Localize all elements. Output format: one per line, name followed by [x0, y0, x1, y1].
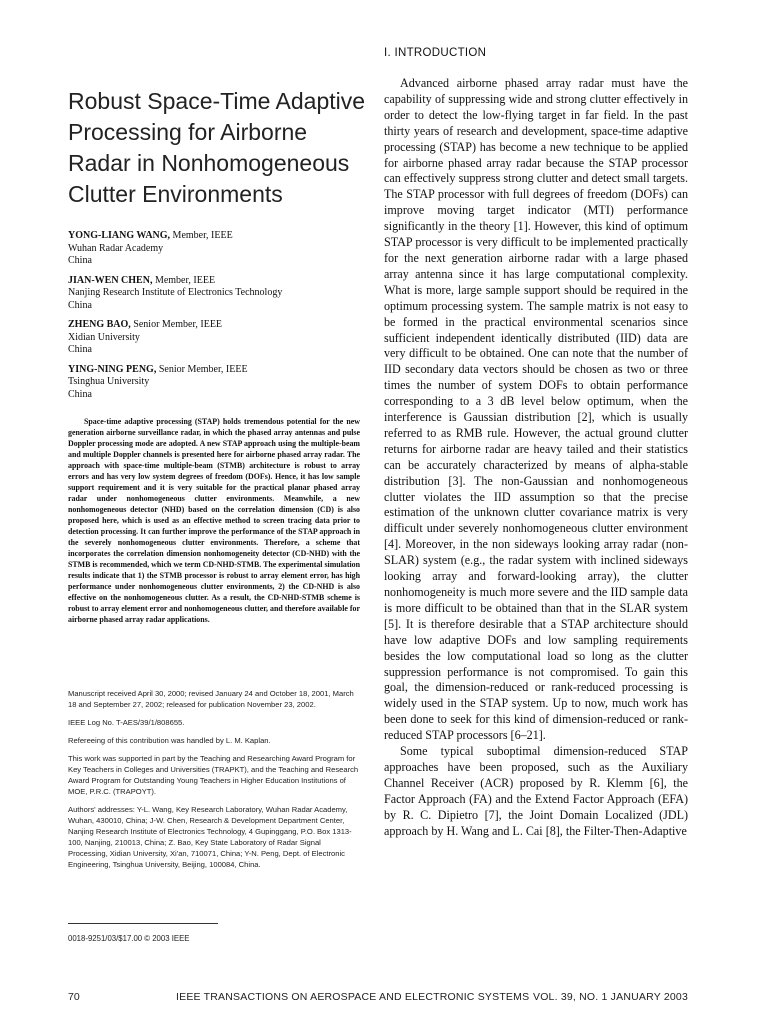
manuscript-note: Manuscript received April 30, 2000; revised January 24 and October 18, 2001, March 18 and September 27, 2002; released for publication November 23, 2002.	[68, 689, 354, 709]
author-role: Senior Member, IEEE	[156, 363, 248, 375]
section-heading: I. INTRODUCTION	[384, 47, 487, 59]
author-affiliation: Tsinghua University	[68, 376, 150, 387]
abstract: Space-time adaptive processing (STAP) holds tremendous potential for the new generation airborne surveillance radar, in which the phased array antennas and pulse Doppler processing mode are adopted. A new STAP approach using the multiple-beam and multiple Doppler channels is presented here for airborne phased array radar. The approach with space-time multiple-beam (STMB) architecture is robust to array errors and has very low system degrees of freedom (DOFs). Hence, it has low sample support requirement and it is very suitable for the practical planar phased array radar under nonhomogeneous clutter environments. Meanwhile, a new nonhomogeneous detector (NHD) based on the correlation dimension (CD) is also proposed here, which is used as an effective method to screen tracing data prior to detection processing. It can further improve the performance of the STAP approach in the severely nonhomogeneous clutter environments. Therefore, a scheme that incorporates the correlation dimension nonhomogeneity detector (CD-NHD) with the STMB is recommended, which we term CD-NHD-STMB. The experimental simulation results indicate that 1) the STMB processor is robust to array element error, has high performance under nonhomogeneous clutter environments, 2) the CD-NHD is also effective on the nonhomogeneous clutter. As a result, the CD-NHD-STMB scheme is robust to array element error and nonhomogeneous clutter, and therefore available for airborne phased array radar applications.	[68, 417, 360, 624]
author-block	[68, 319, 360, 357]
author-affiliation: Wuhan Radar Academy	[68, 242, 164, 254]
funding-note: This work was supported in part by the Teaching and Researching Award Program for Key Teachers in Colleges and Universities (TRAPKT), and the Teaching and Research Award Program for Outstanding Young Teachers in Higher Education Institutions of MOE, P.R.C. (TRAPOYT).	[68, 754, 359, 796]
author-name: JIAN-WEN CHEN,	[68, 274, 153, 286]
paper-title: Robust Space-Time Adaptive Processing for Airborne Radar in Nonhomogeneous Clutter Environments	[68, 88, 366, 207]
author-affiliation: Nanjing Research Institute of Electronics Technology	[68, 287, 283, 298]
author-name: YONG-LIANG WANG,	[68, 230, 171, 241]
author-role: Member, IEEE	[152, 274, 216, 286]
author-block	[68, 364, 360, 402]
body-paragraph: Advanced airborne phased array radar must have the capability of suppressing wide and strong clutter effectively in order to detect the low-flying target in far field. In the past thirty years of research and development, space-time adaptive processing (STAP) has become a new technique to be applied for airborne phased array radar because the STAP processor can effectively suppress strong clutter and detect small targets. The STAP processor with full degrees of freedom (DOFs) can improve moving target indicator (MTI) performance significantly in the theory [1]. However, this kind of optimum STAP processor is very difficult to be implemented practically for the next generation airborne radar with a large phased array antenna since it has large computational complexity. What is more, large sample support should be required in the optimum processing system. The sample matrix is not easy to be formed in the practical environmental scenarios since sufficient independent identically distributed (IID) data are very difficult to be obtained. One can note that the number of IID secondary data vectors should be chosen as two or three times the number of system DOFs to obtain performance corresponding to a 3 dB level below optimum, when the interference is Gaussian distribution [2], which is usually referred to as RMB rule. However, the actual ground clutter returns for airborne radar are heavy tailed and their statistics can be accurately characterized by means of alpha-stable distribution [3]. The non-Gaussian and nonhomogeneous clutter violates the IID assumption so that the precise estimation of the unknown clutter covariance matrix is very difficult under severely nonhomogeneous clutter environment [4]. Moreover, in the non sideways looking array radar (non-SLAR) system (e.g., the radar system with inclined sideways looking array and forward-looking array), the clutter nonhomogeneity is much more severe and the IID sample data is more difficult to be obtained than that in the SLAR system [5]. It is therefore desirable that a STAP architecture should have low adaptive DOFs and low sampling requirements besides the low computational load so long as the clutter suppression performance is not compromised. To gain this goal, the dimension-reduced or rank-reduced processing is widely used in the STAP system. Up to now, much work has been done to seek for this kind of dimension-reduced or rank-reduced STAP processors [6–21].	[384, 76, 688, 743]
author-country: China	[68, 344, 92, 355]
address-note: Authors' addresses: Y-L. Wang, Key Research Laboratory, Wuhan Radar Academy, Wuhan, 430010, China; J-W. Chen, Research & Development Department Center, Nanjing Research Institute of Electronics Technology, 4 Gupinggang, P.O. Box 1313-100, Nanjing, 210013, China; Z. Bao, Key State Laboratory of Radar Signal Processing, Xidian University, Xi'an, 710071, China; Y-N. Peng, Dept. of Electronic Engineering, Tsinghua University, Beijing, 100084, China.	[68, 805, 352, 869]
volume-info: VOL. 39, NO. 1 JANUARY 2003	[532, 991, 688, 1003]
author-name: YING-NING PENG,	[68, 363, 157, 375]
author-country: China	[68, 255, 92, 266]
journal-name: IEEE TRANSACTIONS ON AEROSPACE AND ELECTRONIC SYSTEMS	[176, 991, 530, 1003]
author-affiliation: Xidian University	[68, 331, 140, 343]
author-role: Senior Member, IEEE	[130, 319, 223, 330]
author-country: China	[68, 299, 92, 311]
body-paragraph: Some typical suboptimal dimension-reduced STAP approaches have been proposed, such as the Auxiliary Channel Receiver (ACR) proposed by R. Klemm [6], the Factor Approach (FA) and the Extend Factor Approach (EFA) by R. C. Dipietro [7], the Joint Domain Localized (JDL) approach by H. Wang and L. Cai [8], the Filter-Then-Adaptive	[384, 744, 688, 838]
log-number-note: IEEE Log No. T-AES/39/1/808655.	[68, 718, 185, 727]
introduction-body	[384, 76, 688, 840]
page-number: 70	[68, 991, 80, 1003]
footnotes	[68, 688, 360, 877]
footnote-rule	[68, 923, 218, 924]
author-name: ZHENG BAO,	[68, 319, 131, 330]
author-role: Member, IEEE	[170, 230, 233, 241]
copyright-line: 0018-9251/03/$17.00 © 2003 IEEE	[68, 934, 190, 943]
author-country: China	[68, 388, 92, 400]
author-block	[68, 275, 360, 313]
author-block	[68, 230, 360, 268]
author-list	[68, 230, 360, 408]
referee-note: Refereeing of this contribution was handled by L. M. Kaplan.	[68, 736, 271, 745]
